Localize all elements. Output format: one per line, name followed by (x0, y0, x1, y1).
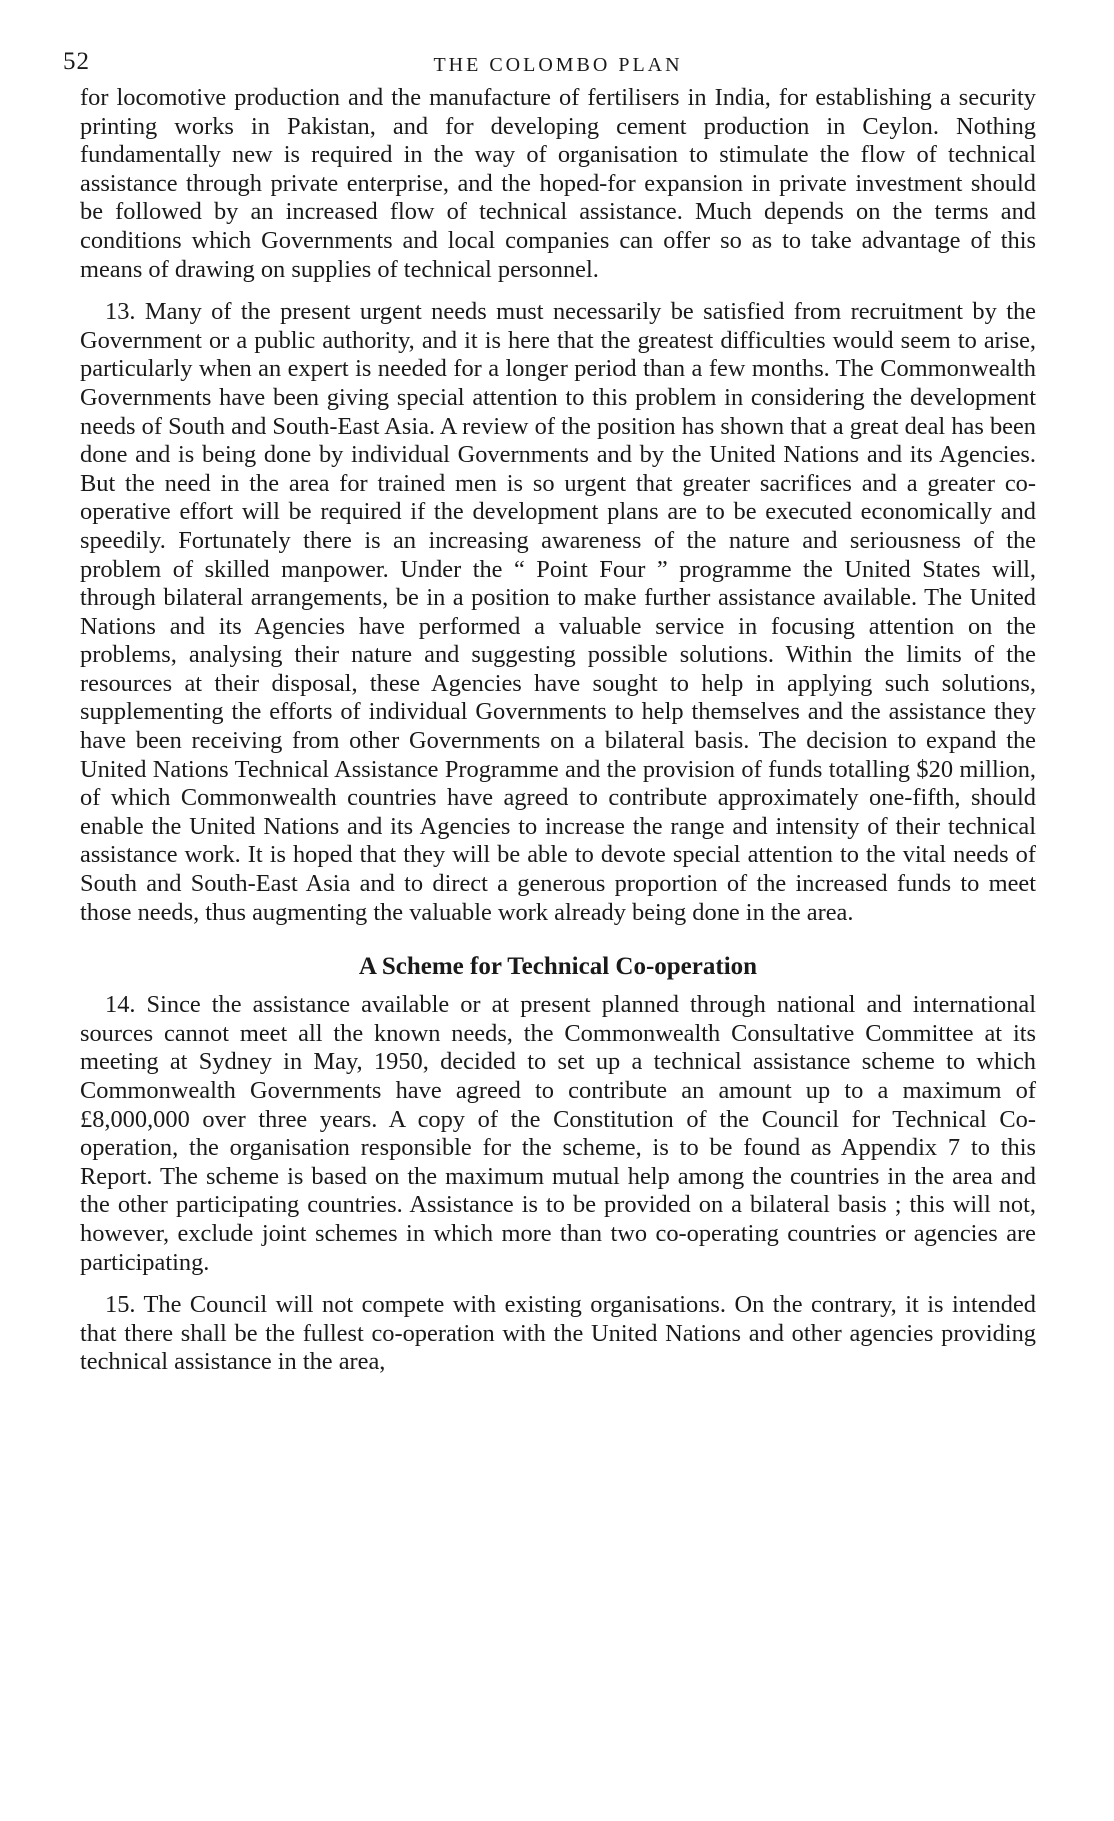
document-page (63, 44, 1036, 1377)
paragraph-14: 14. Since the assistance available or at present planned through national and international sources cannot meet all the known needs, the Commonwealth Consultative Committee at its meeting at Sydney in May, 1950, decided to set up a technical assistance scheme to which Commonwealth Governments have agreed to contribute an amount up to a maximum of £8,000,000 over three years. A copy of the Constitution of the Council for Technical Co-operation, the organisation responsible for the scheme, is to be found as Appendix 7 to this Report. The scheme is based on the maximum mutual help among the countries in the area and the other participating countries. Assistance is to be provided on a bilateral basis ; this will not, however, exclude joint schemes in which more than two co-operating countries or agencies are participating. (80, 991, 1036, 1276)
page-number: 52 (63, 48, 90, 75)
section-heading: A Scheme for Technical Co-operation (358, 953, 758, 981)
paragraph-continued: for locomotive production and the manufacture of fertilisers in India, for establishing a security printing works in Pakistan, and for developing cement production in Ceylon. Nothing fundamentally new is required in the way of organisation to stimulate the flow of technical assistance through private enterprise, and the hoped-for expansion in private investment should be followed by an increased flow of technical assistance. Much depends on the terms and conditions which Governments and local companies can offer so as to take advantage of this means of drawing on supplies of technical personnel. (80, 84, 1036, 283)
paragraph-15: 15. The Council will not compete with existing organisations. On the contrary, it is intended that there shall be the fullest co-operation with the United Nations and other agencies providing technical assistance in the area, (80, 1291, 1036, 1376)
paragraph-13: 13. Many of the present urgent needs must necessarily be satisfied from recruitment by the Government or a public authority, and it is here that the greatest difficulties would seem to arise, particularly when an expert is needed for a longer period than a few months. The Commonwealth Governments have been giving special attention to this problem in considering the development needs of South and South-East Asia. A review of the position has shown that a great deal has been done and is being done by individual Governments and by the United Nations and its Agencies. But the need in the area for trained men is so urgent that greater sacrifices and a greater co-operative effort will be required if the development plans are to be executed economically and speedily. Fortunately there is an increasing awareness of the nature and seriousness of the problem of skilled manpower. Under the “ Point Four ” programme the United States will, through bilateral arrangements, be in a position to make further assistance available. The United Nations and its Agencies have performed a valuable service in focusing attention on the problems, analysing their nature and suggesting possible solutions. Within the limits of the resources at their disposal, these Agencies have sought to help in applying such solutions, supplementing the efforts of individual Governments to help themselves and the assistance they have been receiving from other Governments on a bilateral basis. The decision to expand the United Nations Technical Assistance Programme and the provision of funds totalling $20 million, of which Commonwealth countries have agreed to contribute approximately one-fifth, should enable the United Nations and its Agencies to increase the range and intensity of their technical assistance work. It is hoped that they will be able to devote special attention to the vital needs of South and South-East Asia and to direct a generous proportion of the increased funds to meet those needs, thus augmenting the valuable work already being done in the area. (80, 298, 1036, 926)
page-header (63, 44, 1036, 84)
running-title: THE COLOMBO PLAN (433, 54, 683, 76)
